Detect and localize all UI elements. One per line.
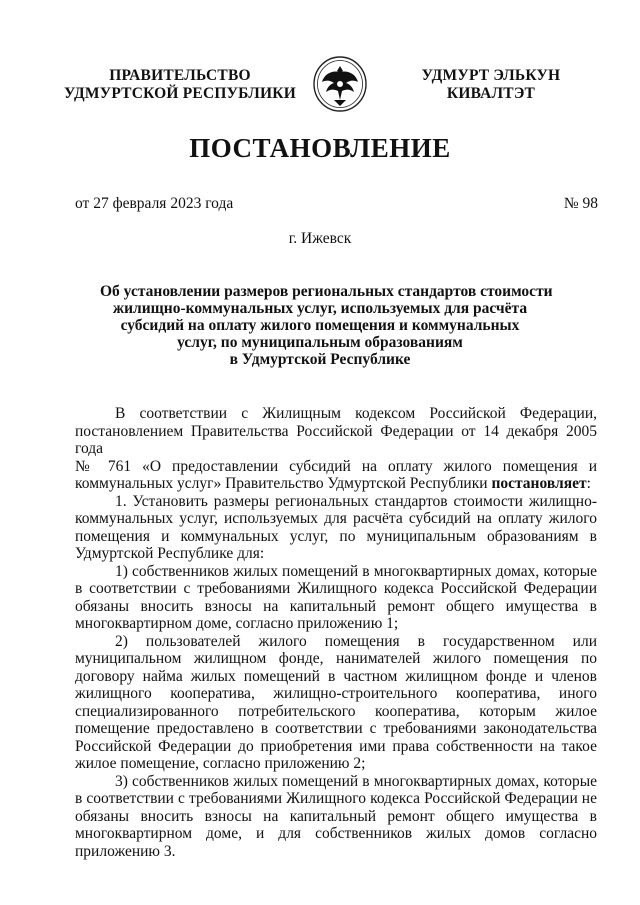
subject-line: субсидий на оплату жилого помещения и коммунальных xyxy=(120,317,520,334)
document-title: ПОСТАНОВЛЕНИЕ xyxy=(189,133,451,163)
body-line: 3) собственников жилых помещений в многоквартирных домах, которые xyxy=(115,772,597,790)
body-line: в соответствии с требованиями Жилищного кодекса Российской Федерации не xyxy=(75,790,597,807)
body-line-preamble-end xyxy=(75,475,597,493)
document-date: от 27 февраля 2023 года xyxy=(75,195,234,212)
subject-line: Об установлении размеров региональных стандартов стоимости xyxy=(100,283,553,300)
body-text: коммунальных услуг» Правительство Удмуртской Республики xyxy=(75,475,488,492)
body-line: Российской Федерации до приобретения ими права собственности на такое xyxy=(75,737,597,755)
body-line: многоквартирном доме, и для собственников жилых домов согласно xyxy=(75,825,597,842)
subject-line: в Удмуртской Республике xyxy=(229,351,411,368)
body-line: 1) собственников жилых помещений в многоквартирных домах, которые xyxy=(115,562,597,580)
body-line: № 761 «О предоставлении субсидий на оплату жилого помещения и xyxy=(75,457,597,475)
body-line: договору найма жилых помещений в частном жилищном фонде и членов xyxy=(75,667,597,685)
document-body xyxy=(75,405,597,860)
body-line: обязаны вносить взносы на капитальный ремонт общего имущества в xyxy=(75,807,597,825)
issuer-russian-line1: ПРАВИТЕЛЬСТВО xyxy=(109,67,251,84)
body-line: многоквартирном доме, согласно приложению 1; xyxy=(75,615,399,632)
body-line: в соответствии с требованиями Жилищного кодекса Российской Федерации xyxy=(75,580,597,597)
body-line: жилищного кооператива, жилищно-строительного кооператива, иного xyxy=(75,685,597,702)
issuer-russian-line2: УДМУРТСКОЙ РЕСПУБЛИКИ xyxy=(64,85,296,102)
body-line: приложению 3. xyxy=(75,842,176,860)
issuer-udmurt-line1: УДМУРТ ЭЛЬКУН xyxy=(421,67,561,84)
body-line: 2) пользователей жилого помещения в государственном или xyxy=(115,632,597,650)
document-subject xyxy=(100,283,553,368)
udmurt-coat-of-arms-icon xyxy=(312,56,368,112)
body-line: коммунальных услуг, используемых для расчёта субсидий на оплату жилого xyxy=(75,510,597,527)
issuer-udmurt xyxy=(412,67,570,103)
issuer-russian xyxy=(60,67,300,103)
body-line: муниципальном жилищном фонде, нанимателей жилого помещения по xyxy=(75,650,597,667)
body-line: постановлением Правительства Российской Федерации от 14 декабря 2005 года xyxy=(75,422,597,457)
document-city: г. Ижевск xyxy=(288,230,352,247)
body-line: специализированного потребительского кооператива, которым жилое xyxy=(75,702,597,720)
document-number: № 98 xyxy=(563,195,598,212)
body-line: помещения и коммунальных услуг, по муниципальным образованиям в xyxy=(75,527,597,545)
body-line: помещение предоставлено в соответствии с требованиями законодательства xyxy=(75,720,597,737)
subject-line: услуг, по муниципальным образованиям xyxy=(177,334,463,351)
body-line: жилое помещение, согласно приложению 2; xyxy=(75,755,366,772)
body-line: обязаны вносить взносы на капитальный ремонт общего имущества в xyxy=(75,597,597,615)
issuer-udmurt-line2: КИВАЛТЭТ xyxy=(446,85,536,102)
body-line: В соответствии с Жилищным кодексом Российской Федерации, xyxy=(115,405,597,422)
decree-verb: постановляет xyxy=(491,475,587,492)
subject-line: жилищно-коммунальных услуг, используемых для расчёта xyxy=(112,300,528,317)
body-line: Удмуртской Республике для: xyxy=(75,545,265,562)
body-line: 1. Установить размеры региональных стандартов стоимости жилищно- xyxy=(115,492,597,510)
body-text: : xyxy=(586,475,591,492)
